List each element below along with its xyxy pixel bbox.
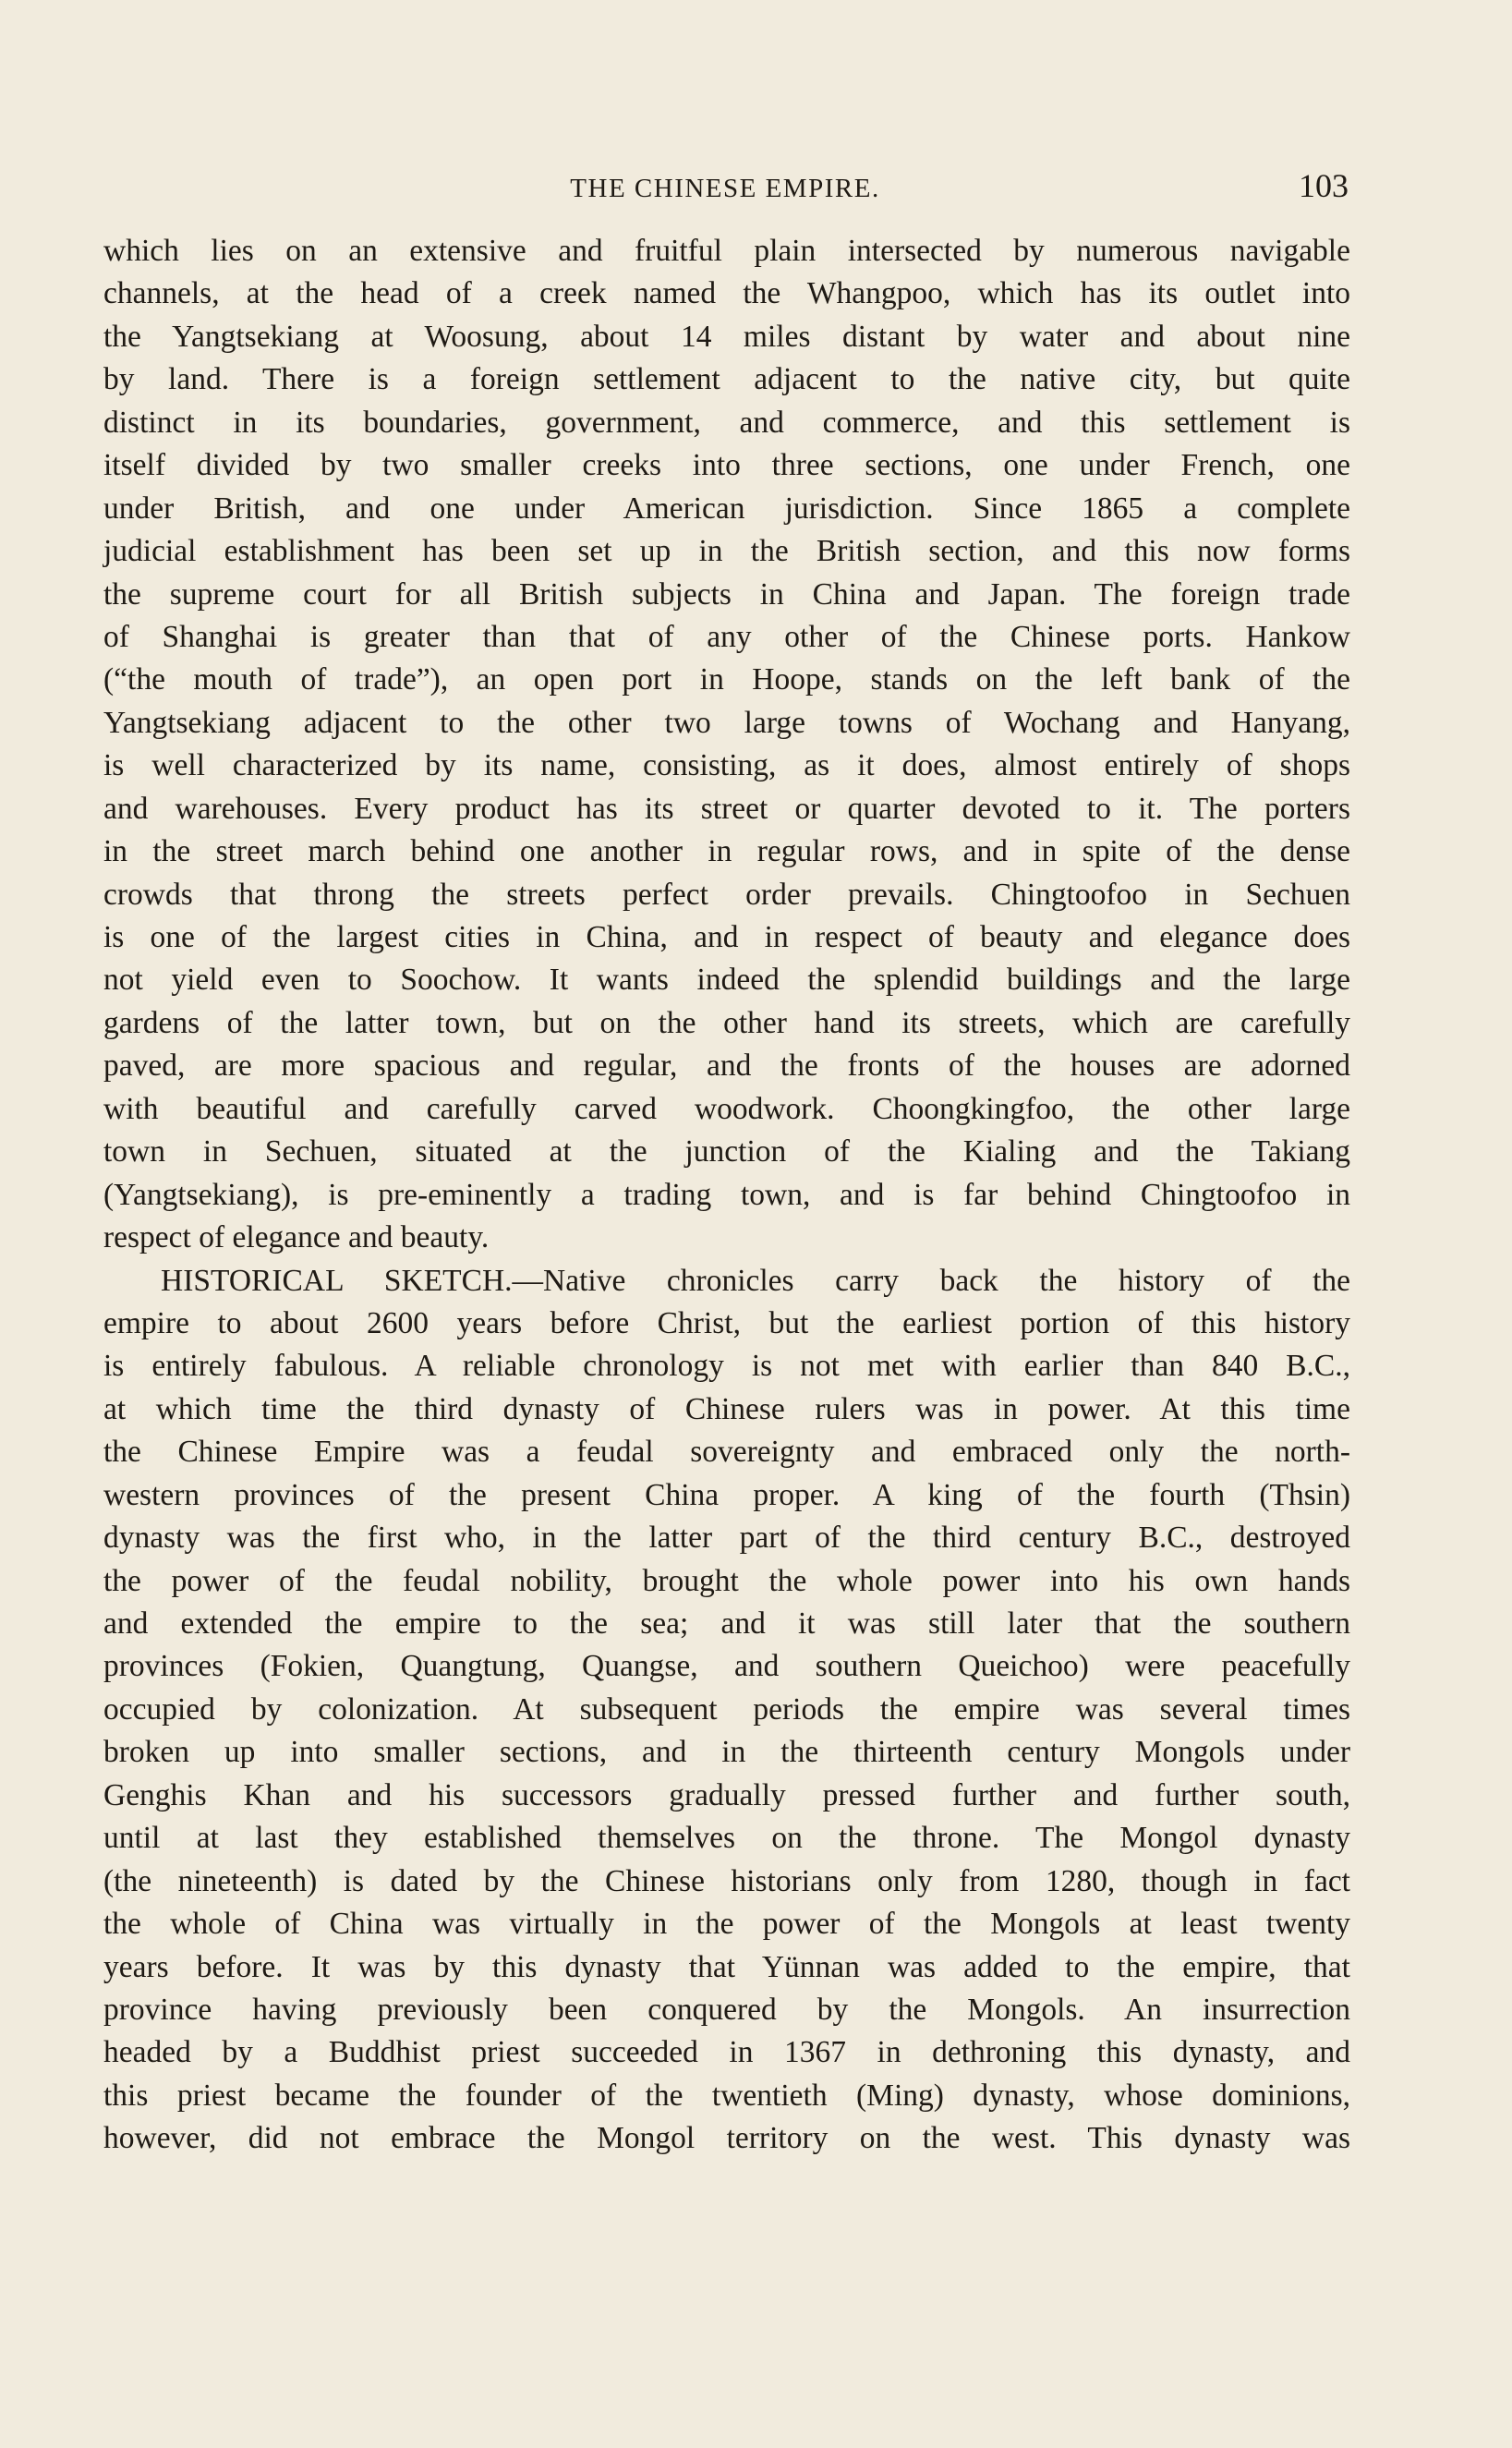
text-line: is well characterized by its name, consisting, as it does, almost entirely of shops: [103, 748, 1350, 783]
text-line: broken up into smaller sections, and in the thirteenth century Mongols under: [103, 1735, 1350, 1770]
text-line: however, did not embrace the Mongol territory on the west. This dynasty was: [103, 2121, 1350, 2156]
text-line: western provinces of the present China proper. A king of the fourth (Thsin): [103, 1477, 1350, 1512]
text-line: and extended the empire to the sea; and it was still later that the southern: [103, 1606, 1350, 1641]
running-head: [102, 166, 1349, 212]
text-line: empire to about 2600 years before Christ, but the earliest portion of this history: [103, 1305, 1350, 1340]
text-line: is one of the largest cities in China, and in respect of beauty and elegance does: [103, 920, 1350, 954]
text-line: (“the mouth of trade”), an open port in Hoope, stands on the left bank of the: [103, 662, 1350, 697]
text-line: headed by a Buddhist priest succeeded in 1367 in dethroning this dynasty, and: [103, 2035, 1350, 2070]
section-heading-line: HISTORICAL SKETCH.—Native chronicles carry back the history of the: [161, 1263, 1350, 1298]
text-line: province having previously been conquered by the Mongols. An insurrection: [103, 1992, 1350, 2027]
text-line: judicial establishment has been set up in the British section, and this now forms: [103, 534, 1350, 569]
text-line: the whole of China was virtually in the power of the Mongols at least twenty: [103, 1907, 1350, 1942]
text-line: years before. It was by this dynasty that Yünnan was added to the empire, that: [103, 1949, 1350, 1984]
text-line: of Shanghai is greater than that of any other of the Chinese ports. Hankow: [103, 619, 1350, 654]
text-line: at which time the third dynasty of Chinese rulers was in power. At this time: [103, 1391, 1350, 1426]
text-line: gardens of the latter town, but on the other hand its streets, which are carefully: [103, 1005, 1350, 1040]
text-line: channels, at the head of a creek named the Whangpoo, which has its outlet into: [103, 276, 1350, 311]
text-line: the Chinese Empire was a feudal sovereignty and embraced only the north-: [103, 1435, 1350, 1470]
text-line: Genghis Khan and his successors gradually pressed further and further south,: [103, 1777, 1350, 1812]
text-line: dynasty was the first who, in the latter part of the third century B.C., destroyed: [103, 1521, 1350, 1556]
text-line: with beautiful and carefully carved woodwork. Choongkingfoo, the other large: [103, 1091, 1350, 1126]
text-line: provinces (Fokien, Quangtung, Quangse, and southern Queichoo) were peacefully: [103, 1649, 1350, 1684]
text-line: crowds that throng the streets perfect order prevails. Chingtoofoo in Sechuen: [103, 877, 1350, 912]
text-line: paved, are more spacious and regular, and the fronts of the houses are adorned: [103, 1048, 1350, 1084]
text-line: until at last they established themselves on the throne. The Mongol dynasty: [103, 1821, 1350, 1856]
running-title: THE CHINESE EMPIRE.: [570, 174, 880, 203]
page-number: 103: [1299, 167, 1349, 204]
text-line: in the street march behind one another in regular rows, and in spite of the dense: [103, 834, 1350, 869]
text-line: town in Sechuen, situated at the junction of the Kialing and the Takiang: [103, 1134, 1350, 1169]
text-line: occupied by colonization. At subsequent periods the empire was several times: [103, 1691, 1350, 1727]
text-line: (the nineteenth) is dated by the Chinese historians only from 1280, though in fact: [103, 1863, 1350, 1898]
text-line: the supreme court for all British subjects in China and Japan. The foreign trade: [103, 576, 1350, 612]
text-line: the Yangtsekiang at Woosung, about 14 miles distant by water and about nine: [103, 319, 1350, 354]
text-line: distinct in its boundaries, government, and commerce, and this settlement is: [103, 405, 1350, 440]
text-line: and warehouses. Every product has its street or quarter devoted to it. The porters: [103, 791, 1350, 826]
text-line: not yield even to Soochow. It wants indeed the splendid buildings and the large: [103, 963, 1350, 998]
text-line-paragraph-end: respect of elegance and beauty.: [103, 1220, 490, 1255]
text-line: itself divided by two smaller creeks into three sections, one under French, one: [103, 448, 1350, 483]
text-line: (Yangtsekiang), is pre-eminently a trading town, and is far behind Chingtoofoo in: [103, 1177, 1350, 1212]
text-line: this priest became the founder of the twentieth (Ming) dynasty, whose dominions,: [103, 2078, 1350, 2113]
text-line: Yangtsekiang adjacent to the other two large towns of Wochang and Hanyang,: [103, 705, 1350, 740]
text-line: by land. There is a foreign settlement adjacent to the native city, but quite: [103, 362, 1350, 397]
text-line: is entirely fabulous. A reliable chronology is not met with earlier than 840 B.C.,: [103, 1349, 1350, 1384]
text-line: under British, and one under American jurisdiction. Since 1865 a complete: [103, 491, 1350, 526]
body-text: [103, 230, 1350, 2161]
text-line: the power of the feudal nobility, brought the whole power into his own hands: [103, 1563, 1350, 1598]
text-line: which lies on an extensive and fruitful plain intersected by numerous navigable: [103, 234, 1350, 268]
